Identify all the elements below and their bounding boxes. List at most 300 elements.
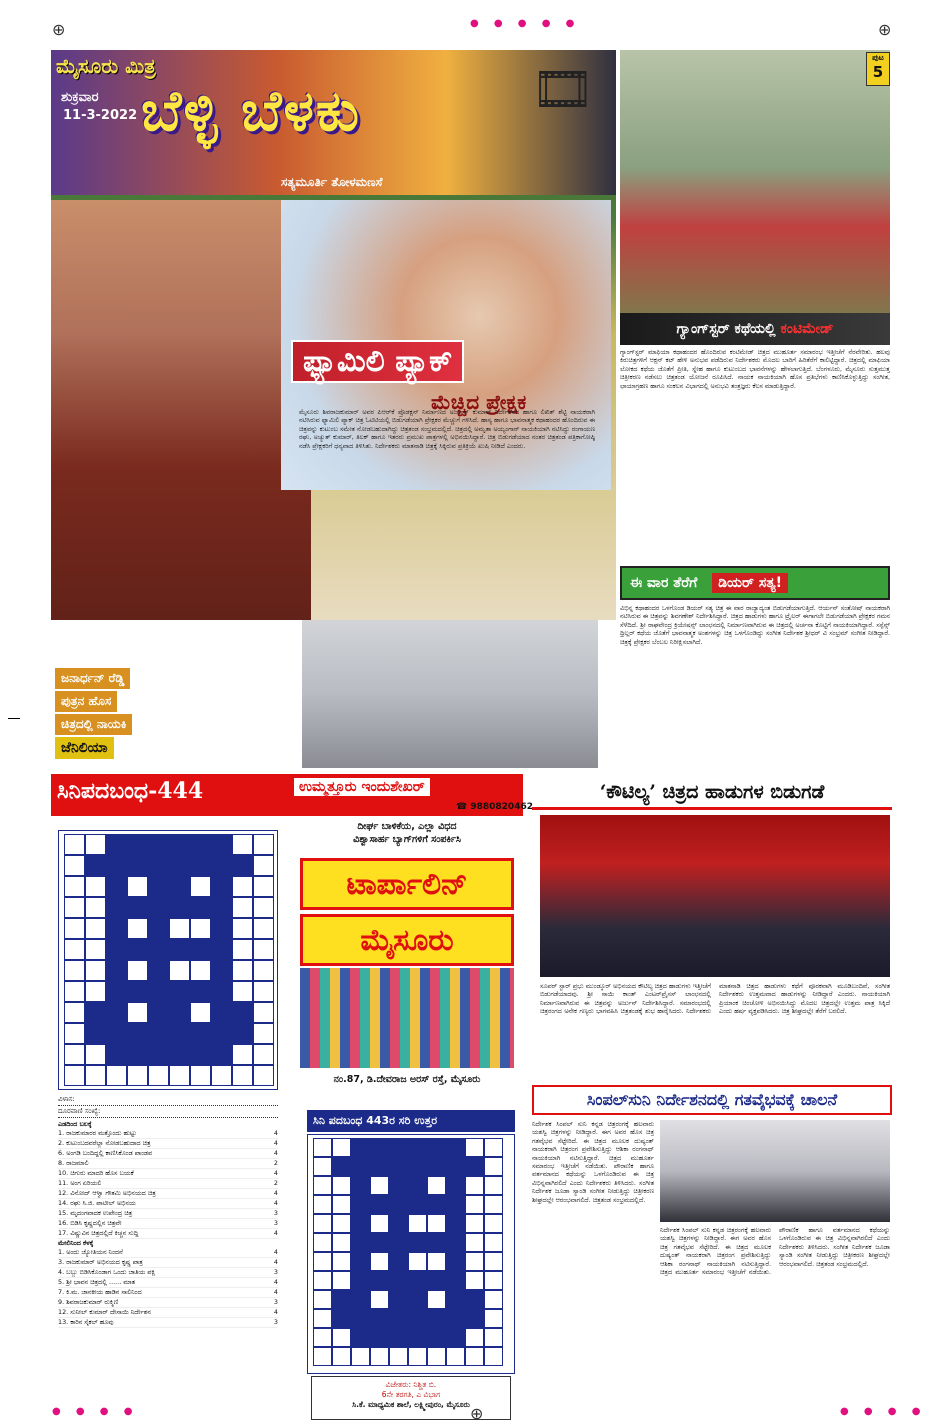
winner-name: ವಿಜೇತರು: ನಿಶ್ಚಿತ ಬಿ.: [385, 1380, 437, 1389]
grid-block: [465, 1157, 484, 1176]
answer-grid: [307, 1134, 515, 1374]
paper-name: ಮೈಸೂರು ಮಿತ್ರ: [56, 54, 156, 78]
grid-cell[interactable]: [313, 1195, 332, 1214]
tarpaulin-ad: [292, 818, 522, 1088]
kantimade-photo: [620, 50, 890, 345]
grid-block: [190, 834, 211, 855]
grid-block: [408, 1195, 427, 1214]
grid-cell[interactable]: [427, 1290, 446, 1309]
grid-block: [332, 1157, 351, 1176]
grid-block: [446, 1233, 465, 1252]
grid-cell[interactable]: [427, 1214, 446, 1233]
lead-subheadline: ಮೆಚ್ಚಿದ ಪ್ರೇಕ್ಷಕ: [431, 390, 527, 414]
crossword-author: ಉಮ್ಮತ್ತೂರು ಇಂದುಶೇಖರ್: [294, 778, 430, 796]
grid-block: [370, 1157, 389, 1176]
grid-block: [169, 1044, 190, 1065]
across-heading: ಎಡದಿಂದ ಬಲಕ್ಕೆ: [58, 1120, 92, 1128]
registration-mark: ⊕: [52, 20, 66, 39]
grid-cell[interactable]: [211, 1065, 232, 1086]
clue-length: 4: [273, 1139, 278, 1147]
grid-cell[interactable]: [64, 1023, 85, 1044]
grid-cell[interactable]: [313, 1176, 332, 1195]
grid-block: [351, 1309, 370, 1328]
grid-block: [211, 897, 232, 918]
clue-row: [58, 1258, 278, 1268]
caption-name: ಜೆನಿಲಿಯಾ: [55, 737, 114, 759]
grid-cell[interactable]: [465, 1252, 484, 1271]
clue-text: 11. ಅಂಗ ಏರಿಯಲಿ: [58, 1179, 102, 1187]
dear-sathya-article-body: ವಿಭಿನ್ನ ಕಥಾಹಂದರ ಒಳಗೊಂಡ ಡಿಯರ್ ಸತ್ಯ ಚಿತ್ರ ಈ ವಾರ ರಾಜ್ಯಾದ್ಯಂತ ಬಿಡುಗಡೆಯಾಗುತ್ತಿದೆ. ಆರ್ಯನ್ ಸಂತೋಷ್ ನಾಯಕರಾಗಿ ನಟಿಸಿರುವ ಈ ಚಿತ್ರವನ್ನು ಶಿವಗಣೇಶ್ ನಿರ್ದೇಶಿಸಿದ್ದಾರೆ. ಚಿತ್ರದ ಹಾಡುಗಳು ಹಾಗೂ ಟ್ರೈಲರ್ ಈಗಾಗಲೇ ಬಿಡುಗಡೆಯಾಗಿ ಪ್ರೇಕ್ಷಕರ ಗಮನ ಸೆಳೆದಿದೆ. ಶ್ರೀ ರಾಘವೇಂದ್ರ ಕ್ರಿಯೇಷನ್ಸ್ ಲಾಂಛನದಲ್ಲಿ ನಿರ್ಮಾಣವಾಗಿರುವ ಈ ಚಿತ್ರದಲ್ಲಿ ಅರ್ಚನಾ ಕೊಟ್ಟಿಗೆ ನಾಯಕಿಯಾಗಿದ್ದಾರೆ. ಸಸ್ಪೆನ್ಸ್ ಥ್ರಿಲ್ಲರ್ ಕಥೆಯ ಜೊತೆಗೆ ಭಾವನಾತ್ಮಕ ಅಂಶಗಳನ್ನು ಚಿತ್ರ ಒಳಗೊಂಡಿದ್ದು ಸಂಗೀತ ನಿರ್ದೇಶಕ ಶ್ರೀಧರ್ ವಿ ಸಂಭ್ರಮ್ ಸಂಗೀತ ನೀಡಿದ್ದಾರೆ. ಚಿತ್ರಕ್ಕೆ ಪ್ರೇಕ್ಷಕರ ಬೆಂಬಲ ನಿರೀಕ್ಷಿಸಲಾಗಿದೆ.: [620, 604, 890, 646]
grid-block: [127, 855, 148, 876]
grid-cell[interactable]: [232, 1044, 253, 1065]
grid-cell[interactable]: [465, 1214, 484, 1233]
grid-cell[interactable]: [313, 1271, 332, 1290]
grid-cell[interactable]: [465, 1328, 484, 1347]
grid-block: [427, 1138, 446, 1157]
clue-row: [58, 1278, 278, 1288]
grid-cell[interactable]: [484, 1347, 503, 1366]
grid-block: [85, 1002, 106, 1023]
grid-block: [190, 1044, 211, 1065]
kautilya-event-photo: [540, 815, 890, 977]
gangster-headline: [620, 313, 890, 345]
grid-cell[interactable]: [370, 1176, 389, 1195]
grid-cell[interactable]: [465, 1347, 484, 1366]
grid-cell[interactable]: [313, 1157, 332, 1176]
clue-text: 2. ಕುಟುಂಬದವರೆಲ್ಲಾ ನೋಡಬಹುದಾದ ಚಿತ್ರ: [58, 1139, 151, 1147]
clue-length: 2: [273, 1159, 278, 1167]
grid-cell[interactable]: [253, 855, 274, 876]
grid-cell[interactable]: [190, 1065, 211, 1086]
clue-length: 4: [273, 1229, 278, 1237]
grid-block: [106, 960, 127, 981]
grid-cell[interactable]: [85, 1065, 106, 1086]
registration-mark: ⊕: [470, 1404, 484, 1423]
grid-block: [148, 897, 169, 918]
kautilya-headline: ‘ಕೌಟಿಲ್ಯ’ ಚಿತ್ರದ ಹಾಡುಗಳ ಬಿಡುಗಡೆ: [532, 774, 892, 810]
clue-length: 3: [273, 1318, 278, 1326]
grid-cell[interactable]: [85, 918, 106, 939]
grid-cell[interactable]: [446, 1347, 465, 1366]
grid-cell[interactable]: [427, 1347, 446, 1366]
grid-cell[interactable]: [253, 897, 274, 918]
grid-cell[interactable]: [127, 1002, 148, 1023]
grid-cell[interactable]: [232, 939, 253, 960]
clue-length: 3: [273, 1298, 278, 1306]
grid-cell[interactable]: [484, 1252, 503, 1271]
grid-cell[interactable]: [169, 918, 190, 939]
grid-cell[interactable]: [484, 1214, 503, 1233]
grid-cell[interactable]: [127, 876, 148, 897]
grid-cell[interactable]: [64, 960, 85, 981]
clue-row: [58, 1149, 278, 1159]
grid-cell[interactable]: [85, 960, 106, 981]
grid-cell[interactable]: [190, 1002, 211, 1023]
page-number-badge: [866, 52, 890, 86]
grid-cell[interactable]: [232, 897, 253, 918]
grid-cell[interactable]: [332, 1214, 351, 1233]
grid-block: [446, 1271, 465, 1290]
grid-block: [106, 1044, 127, 1065]
grid-block: [106, 876, 127, 897]
grid-block: [446, 1195, 465, 1214]
grid-cell[interactable]: [484, 1328, 503, 1347]
grid-cell[interactable]: [332, 1328, 351, 1347]
grid-cell[interactable]: [370, 1214, 389, 1233]
grid-cell[interactable]: [313, 1138, 332, 1157]
grid-block: [127, 939, 148, 960]
grid-block: [211, 918, 232, 939]
grid-cell[interactable]: [484, 1271, 503, 1290]
grid-block: [169, 876, 190, 897]
grid-block: [190, 897, 211, 918]
down-heading: ಮೇಲಿನಿಂದ ಕೆಳಕ್ಕೆ: [58, 1239, 94, 1247]
clue-length: 4: [273, 1199, 278, 1207]
clue-row: [58, 1229, 278, 1239]
grid-cell[interactable]: [484, 1157, 503, 1176]
grid-cell[interactable]: [313, 1309, 332, 1328]
clue-text: 4. ಬಬ್ಬು ಬಿಡಿಸಿಕೊಂಡಾಗ ಒಂದು ಜಾತಿಯ ಪಕ್ಷಿ: [58, 1268, 156, 1276]
grid-block: [106, 918, 127, 939]
grid-block: [446, 1214, 465, 1233]
grid-block: [389, 1328, 408, 1347]
clue-length: 3: [273, 1268, 278, 1276]
grid-block: [408, 1290, 427, 1309]
grid-block: [106, 855, 127, 876]
grid-cell[interactable]: [190, 918, 211, 939]
grid-block: [427, 1195, 446, 1214]
clue-text: 6. ಅಂಗಡಿ ಬಂದಿದ್ದಲ್ಲಿ ಕಾಣಿಸಿಕೊಂಡ ಪಾಂಡವ: [58, 1149, 153, 1157]
grid-block: [351, 1138, 370, 1157]
grid-cell[interactable]: [484, 1176, 503, 1195]
grid-cell[interactable]: [64, 981, 85, 1002]
phone-icon: ☎: [456, 802, 468, 812]
grid-cell[interactable]: [64, 1002, 85, 1023]
clue-row: [58, 1189, 278, 1199]
grid-cell[interactable]: [484, 1195, 503, 1214]
crossword-phone: [456, 802, 533, 812]
grid-block: [332, 1309, 351, 1328]
grid-cell[interactable]: [484, 1138, 503, 1157]
grid-cell[interactable]: [351, 1347, 370, 1366]
grid-block: [370, 1138, 389, 1157]
crossword-clues: [58, 1120, 278, 1328]
grid-cell[interactable]: [370, 1347, 389, 1366]
grid-cell[interactable]: [484, 1309, 503, 1328]
grid-block: [148, 981, 169, 1002]
grid-cell[interactable]: [148, 1065, 169, 1086]
grid-cell[interactable]: [408, 1347, 427, 1366]
grid-block: [351, 1290, 370, 1309]
grid-block: [148, 939, 169, 960]
grid-block: [190, 981, 211, 1002]
crossword-header: [51, 774, 523, 816]
grid-cell[interactable]: [465, 1176, 484, 1195]
grid-block: [408, 1328, 427, 1347]
issue-date: 11-3-2022: [63, 108, 138, 123]
simple-suni-article-body-2: ನಿರ್ದೇಶಕ ಸಿಂಪಲ್ ಸುನಿ ಕನ್ನಡ ಚಿತ್ರರಂಗಕ್ಕೆ ಹಲವಾರು ಯಶಸ್ವಿ ಚಿತ್ರಗಳನ್ನು ನೀಡಿದ್ದಾರೆ. ಈಗ ಅವರ ಹೊಸ ಚಿತ್ರ ಗತವೈಭವ ಸೆಟ್ಟೇರಿದೆ. ಈ ಚಿತ್ರದ ಮೂಲಕ ದುಷ್ಯಂತ್ ನಾಯಕರಾಗಿ ಚಿತ್ರರಂಗ ಪ್ರವೇಶಿಸುತ್ತಿದ್ದು ಆಶಿಕಾ ರಂಗನಾಥ್ ನಾಯಕಿಯಾಗಿ ನಟಿಸುತ್ತಿದ್ದಾರೆ. ಚಿತ್ರದ ಮುಹೂರ್ತ ಸಮಾರಂಭ ಇತ್ತೀಚೆಗೆ ನಡೆಯಿತು. ಪೌರಾಣಿಕ ಹಾಗೂ ವರ್ತಮಾನದ ಕಥೆಯನ್ನು ಒಳಗೊಂಡಿರುವ ಈ ಚಿತ್ರ ವಿಭಿನ್ನವಾಗಿರಲಿದೆ ಎಂದು ನಿರ್ದೇಶಕರು ತಿಳಿಸಿದರು. ಸಂಗೀತ ನಿರ್ದೇಶಕ ಜೂಡಾ ಸ್ಯಾಂಡಿ ಸಂಗೀತ ನೀಡುತ್ತಿದ್ದು ಚಿತ್ರೀಕರಣ ಶೀಘ್ರದಲ್ಲೇ ಆರಂಭವಾಗಲಿದೆ. ಚಿತ್ರತಂಡ ಸಂಭ್ರಮದಲ್ಲಿದೆ.: [660, 1226, 890, 1277]
grid-block: [169, 834, 190, 855]
grid-cell[interactable]: [64, 918, 85, 939]
grid-cell[interactable]: [253, 1044, 274, 1065]
grid-cell[interactable]: [190, 960, 211, 981]
grid-block: [232, 1023, 253, 1044]
grid-block: [148, 918, 169, 939]
grid-cell[interactable]: [427, 1252, 446, 1271]
grid-block: [351, 1252, 370, 1271]
grid-block: [106, 834, 127, 855]
grid-block: [169, 897, 190, 918]
grid-cell[interactable]: [232, 1065, 253, 1086]
caption-line: ಚಿತ್ರದಲ್ಲಿ ನಾಯಕಿ: [55, 714, 132, 735]
clue-text: 15. ಮೃದಂಗವಾದಕ ಉಪೇಂದ್ರ ಚಿತ್ರ: [58, 1209, 133, 1217]
grid-cell[interactable]: [64, 834, 85, 855]
grid-block: [211, 834, 232, 855]
grid-block: [351, 1195, 370, 1214]
clue-row: [58, 1199, 278, 1209]
grid-block: [465, 1290, 484, 1309]
grid-cell[interactable]: [253, 1065, 274, 1086]
grid-block: [351, 1233, 370, 1252]
registration-mark: ⊕: [878, 20, 892, 39]
grid-cell[interactable]: [389, 1347, 408, 1366]
page-label: ಪುಟ: [872, 53, 884, 62]
dear-sathya-headline: [620, 566, 890, 600]
grid-block: [389, 1271, 408, 1290]
grid-block: [446, 1290, 465, 1309]
crossword-title: ಸಿನಿಪದಬಂಧ-444: [57, 778, 204, 804]
grid-cell[interactable]: [427, 1176, 446, 1195]
grid-cell[interactable]: [465, 1233, 484, 1252]
genelia-caption: [55, 668, 215, 761]
grid-block: [446, 1252, 465, 1271]
grid-cell[interactable]: [169, 960, 190, 981]
caption-line: ಜನಾರ್ಧನ್ ರೆಡ್ಡಿ: [55, 668, 130, 689]
simple-suni-article-body: ನಿರ್ದೇಶಕ ಸಿಂಪಲ್ ಸುನಿ ಕನ್ನಡ ಚಿತ್ರರಂಗಕ್ಕೆ ಹಲವಾರು ಯಶಸ್ವಿ ಚಿತ್ರಗಳನ್ನು ನೀಡಿದ್ದಾರೆ. ಈಗ ಅವರ ಹೊಸ ಚಿತ್ರ ಗತವೈಭವ ಸೆಟ್ಟೇರಿದೆ. ಈ ಚಿತ್ರದ ಮೂಲಕ ದುಷ್ಯಂತ್ ನಾಯಕರಾಗಿ ಚಿತ್ರರಂಗ ಪ್ರವೇಶಿಸುತ್ತಿದ್ದು ಆಶಿಕಾ ರಂಗನಾಥ್ ನಾಯಕಿಯಾಗಿ ನಟಿಸುತ್ತಿದ್ದಾರೆ. ಚಿತ್ರದ ಮುಹೂರ್ತ ಸಮಾರಂಭ ಇತ್ತೀಚೆಗೆ ನಡೆಯಿತು. ಪೌರಾಣಿಕ ಹಾಗೂ ವರ್ತಮಾನದ ಕಥೆಯನ್ನು ಒಳಗೊಂಡಿರುವ ಈ ಚಿತ್ರ ವಿಭಿನ್ನವಾಗಿರಲಿದೆ ಎಂದು ನಿರ್ದೇಶಕರು ತಿಳಿಸಿದರು. ಸಂಗೀತ ನಿರ್ದೇಶಕ ಜೂಡಾ ಸ್ಯಾಂಡಿ ಸಂಗೀತ ನೀಡುತ್ತಿದ್ದು ಚಿತ್ರೀಕರಣ ಶೀಘ್ರದಲ್ಲೇ ಆರಂಭವಾಗಲಿದೆ. ಚಿತ್ರತಂಡ ಸಂಭ್ರಮದಲ್ಲಿದೆ.: [532, 1120, 654, 1204]
grid-cell[interactable]: [232, 981, 253, 1002]
grid-cell[interactable]: [253, 960, 274, 981]
grid-cell[interactable]: [64, 897, 85, 918]
clue-length: 3: [273, 1209, 278, 1217]
grid-cell[interactable]: [232, 876, 253, 897]
grid-cell[interactable]: [232, 918, 253, 939]
clue-text: 1. ರಾಜಕುಮಾರರ ಮತ್ತೊಂದು ಹುಟ್ಟು: [58, 1129, 137, 1137]
grid-cell[interactable]: [313, 1347, 332, 1366]
grid-cell[interactable]: [64, 1065, 85, 1086]
grid-cell[interactable]: [253, 1023, 274, 1044]
grid-block: [427, 1328, 446, 1347]
grid-block: [408, 1138, 427, 1157]
clue-row: [58, 1129, 278, 1139]
grid-cell[interactable]: [253, 918, 274, 939]
grid-block: [351, 1271, 370, 1290]
grid-cell[interactable]: [370, 1290, 389, 1309]
grid-block: [106, 939, 127, 960]
dear-title: ಡಿಯರ್ ಸತ್ಯ!: [712, 573, 788, 593]
clue-text: 13. ಕಾರಿನ ಸೈಕಲ್ ಹೂವು: [58, 1318, 114, 1326]
grid-cell[interactable]: [332, 1347, 351, 1366]
issue-day: ಶುಕ್ರವಾರ: [61, 90, 99, 105]
grid-cell[interactable]: [332, 1195, 351, 1214]
clue-text: 5. ಶ್ರೀ ಭಾವನ ಚಿತ್ರದಲ್ಲಿ ...... ಮಾತ: [58, 1278, 135, 1286]
phone-line[interactable]: ದೂರವಾಣಿ ಸಂಖ್ಯೆ:: [58, 1106, 278, 1118]
grid-block: [370, 1271, 389, 1290]
grid-block: [446, 1157, 465, 1176]
grid-cell[interactable]: [253, 939, 274, 960]
grid-block: [389, 1233, 408, 1252]
grid-cell[interactable]: [85, 876, 106, 897]
clue-length: 4: [273, 1258, 278, 1266]
grid-cell[interactable]: [253, 981, 274, 1002]
grid-block: [232, 1002, 253, 1023]
masthead: [51, 50, 616, 195]
grid-block: [190, 855, 211, 876]
clue-text: 9. ಶಿವರಾಜಕುಮಾರ್ ರುಕ್ಮಿಣಿ: [58, 1298, 119, 1306]
grid-cell[interactable]: [106, 1065, 127, 1086]
grid-cell[interactable]: [232, 834, 253, 855]
grid-block: [370, 1195, 389, 1214]
grid-block: [232, 855, 253, 876]
grid-block: [351, 1328, 370, 1347]
grid-cell[interactable]: [313, 1328, 332, 1347]
lead-headline: ಫ್ಯಾಮಿಲಿ ಪ್ಯಾಕ್: [291, 340, 464, 383]
grid-cell[interactable]: [313, 1214, 332, 1233]
grid-block: [148, 960, 169, 981]
winner-school: ಸಿ.ಕೆ. ಮಾಧ್ಯಮಿಕ ಶಾಲೆ, ಲಕ್ಷ್ಮೀಪುರಂ, ಮೈಸೂರು: [352, 1400, 470, 1409]
grid-block: [389, 1138, 408, 1157]
ad-bags-photo: [300, 968, 514, 1068]
clue-text: 3. ರಾಜಕುಮಾರ್ ಅಭಿನಯದ ಕೃಷ್ಣ ಪಾತ್ರ: [58, 1258, 143, 1266]
grid-cell[interactable]: [313, 1290, 332, 1309]
clue-text: 1. ಅಂದು ಜ್ಯೋತಿಯನ ನಿಂದನೆ: [58, 1248, 123, 1256]
grid-cell[interactable]: [85, 939, 106, 960]
grid-block: [408, 1233, 427, 1252]
family-pack-event-photo: [302, 620, 598, 768]
grid-block: [351, 1157, 370, 1176]
clue-length: 4: [273, 1288, 278, 1296]
grid-block: [370, 1328, 389, 1347]
grid-cell[interactable]: [64, 939, 85, 960]
grid-cell[interactable]: [64, 876, 85, 897]
grid-cell[interactable]: [232, 960, 253, 981]
grid-cell[interactable]: [484, 1290, 503, 1309]
grid-block: [106, 981, 127, 1002]
grid-block: [85, 1023, 106, 1044]
winner-class: 6ನೇ ತರಗತಿ, ಎ ವಿಭಾಗ: [381, 1390, 441, 1399]
clue-text: 16. ಬಿಡಿಸಿ ಕೃಷ್ಣದಲ್ಲಿನ ಚಿತ್ರವೇ: [58, 1219, 122, 1227]
grid-cell[interactable]: [85, 834, 106, 855]
ad-sign-2: ಮೈಸೂರು: [300, 914, 514, 966]
grid-cell[interactable]: [465, 1195, 484, 1214]
grid-block: [389, 1195, 408, 1214]
grid-cell[interactable]: [190, 876, 211, 897]
grid-cell[interactable]: [64, 855, 85, 876]
ad-line-1: ದೀರ್ಘ ಬಾಳಿಕೆಯ, ಎಲ್ಲಾ ವಿಧದ: [357, 821, 457, 832]
clue-length: 4: [273, 1308, 278, 1316]
grid-block: [148, 834, 169, 855]
grid-block: [190, 939, 211, 960]
grid-cell[interactable]: [253, 876, 274, 897]
clue-text: 17. ವಿಷ್ಣುವಿನ ಚಿತ್ರದಲ್ಲಿದೆ ಕಿಚ್ಚನ ಸುದ್ದಿ: [58, 1229, 139, 1237]
grid-cell[interactable]: [465, 1138, 484, 1157]
grid-cell[interactable]: [64, 1044, 85, 1065]
gangster-headline-a: ಗ್ಯಾಂಗ್‌ಸ್ಟರ್ ಕಥೆಯಲ್ಲಿ: [676, 321, 776, 337]
ad-address: ನಂ.87, ಡಿ.ದೇವರಾಜ ಅರಸ್ ರಸ್ತೆ, ಮೈಸೂರು: [333, 1074, 481, 1085]
grid-block: [211, 876, 232, 897]
grid-block: [127, 897, 148, 918]
clue-length: 4: [273, 1248, 278, 1256]
grid-block: [351, 1214, 370, 1233]
color-bar: ● ● ● ● ●: [470, 18, 581, 29]
grid-block: [169, 1002, 190, 1023]
grid-cell[interactable]: [332, 1252, 351, 1271]
grid-cell[interactable]: [313, 1252, 332, 1271]
grid-cell[interactable]: [127, 1065, 148, 1086]
clue-text: 10. ಚಿಗುರು ಮಾದರಿ ಹೊಸ ಬಯಕೆ: [58, 1169, 134, 1177]
grid-block: [446, 1328, 465, 1347]
grid-cell[interactable]: [332, 1271, 351, 1290]
lead-article-body: ಮೈಸೂರು ಶಿವರಾಜಕುಮಾರ್ ಅವರ ಪಿಆರ್‌ಕೆ ಪ್ರೊಡಕ್ಷನ್ ನಿರ್ಮಾಣದ ಅರ್ಜುನ್ ಕುಮಾರ್ ನಿರ್ದೇಶನದ ಹಾಗೂ ಲಿಖಿತ್ ಶೆಟ್ಟಿ ನಾಯಕರಾಗಿ ನಟಿಸಿರುವ ಫ್ಯಾಮಿಲಿ ಪ್ಯಾಕ್ ಚಿತ್ರ ಓಟಿಟಿಯಲ್ಲಿ ಬಿಡುಗಡೆಯಾಗಿ ಪ್ರೇಕ್ಷಕರ ಮೆಚ್ಚುಗೆ ಗಳಿಸಿದೆ. ಹಾಸ್ಯ ಹಾಗೂ ಭಾವನಾತ್ಮಕ ಕಥಾಹಂದರ ಹೊಂದಿರುವ ಈ ಚಿತ್ರವನ್ನು ಕುಟುಂಬ ಸಮೇತ ನೋಡಬಹುದಾಗಿದ್ದು ಚಿತ್ರತಂಡ ಸಂಭ್ರಮದಲ್ಲಿದೆ. ಚಿತ್ರದಲ್ಲಿ ಅಮೃತಾ ಅಯ್ಯಂಗಾರ್ ನಾಯಕಿಯಾಗಿ ನಟಿಸಿದ್ದು ರಂಗಾಯಣ ರಘು, ಅಚ್ಯುತ್ ಕುಮಾರ್, ತಿಲಕ್ ಹಾಗೂ ಇತರರು ಪ್ರಮುಖ ಪಾತ್ರಗಳಲ್ಲಿ ಅಭಿನಯಿಸಿದ್ದಾರೆ. ಚಿತ್ರ ಬಿಡುಗಡೆಯಾದ ನಂತರ ಚಿತ್ರತಂಡ ಪತ್ರಿಕಾಗೋಷ್ಠಿ ನಡೆಸಿ ಪ್ರೇಕ್ಷಕರಿಗೆ ಧನ್ಯವಾದ ತಿಳಿಸಿತು. ನಿರ್ದೇಶಕರು ಮಾತನಾಡಿ ಚಿತ್ರಕ್ಕೆ ಸಿಕ್ಕಿರುವ ಪ್ರತಿಕ್ರಿಯೆ ಖುಷಿ ನೀಡಿದೆ ಎಂದರು.: [299, 408, 595, 450]
clue-row: [58, 1139, 278, 1149]
grid-cell[interactable]: [85, 897, 106, 918]
clue-length: 4: [273, 1169, 278, 1177]
grid-block: [446, 1176, 465, 1195]
clue-text: 7. ಕಿ.ಮ. ಜಾನಕೀಯ ಹಾಡಿನ ಸಾಲಿನಿಂದ: [58, 1288, 142, 1296]
clue-row: [58, 1298, 278, 1308]
grid-cell[interactable]: [127, 918, 148, 939]
grid-block: [148, 876, 169, 897]
grid-cell[interactable]: [85, 1044, 106, 1065]
grid-cell[interactable]: [370, 1252, 389, 1271]
clue-row: [58, 1159, 278, 1169]
grid-block: [211, 1023, 232, 1044]
grid-cell[interactable]: [408, 1214, 427, 1233]
grid-block: [127, 1044, 148, 1065]
grid-block: [427, 1157, 446, 1176]
grid-cell[interactable]: [332, 1138, 351, 1157]
clue-text: 12. ಸುನೀಲ್ ಕುಮಾರ್ ದೇಸಾಯಿ ನಿರ್ದೇಶನ: [58, 1308, 151, 1316]
grid-block: [427, 1271, 446, 1290]
clue-length: 4: [273, 1189, 278, 1197]
grid-block: [211, 960, 232, 981]
clue-row: [58, 1288, 278, 1298]
color-bar: ● ● ● ●: [840, 1406, 927, 1417]
clue-row: [58, 1248, 278, 1258]
grid-block: [148, 1023, 169, 1044]
grid-cell[interactable]: [408, 1252, 427, 1271]
grid-block: [389, 1252, 408, 1271]
grid-block: [389, 1309, 408, 1328]
grid-block: [85, 855, 106, 876]
grid-cell[interactable]: [332, 1233, 351, 1252]
grid-cell[interactable]: [465, 1271, 484, 1290]
address-line[interactable]: ವಿಳಾಸ:: [58, 1094, 278, 1106]
grid-cell[interactable]: [484, 1233, 503, 1252]
grid-cell[interactable]: [127, 960, 148, 981]
grid-cell[interactable]: [169, 1065, 190, 1086]
ad-line-2: ವಿಶ್ವಾಸಾರ್ಹ ಬ್ಯಾಗ್‌ಗಳಿಗೆ ಸಂಪರ್ಕಿಸಿ: [353, 834, 461, 845]
grid-cell[interactable]: [332, 1176, 351, 1195]
grid-cell[interactable]: [253, 1002, 274, 1023]
page-number: 5: [872, 63, 884, 81]
genelia-photo: [51, 200, 311, 620]
clue-row: [58, 1169, 278, 1179]
grid-block: [408, 1271, 427, 1290]
clue-row: [58, 1179, 278, 1189]
grid-cell[interactable]: [85, 981, 106, 1002]
grid-cell[interactable]: [313, 1233, 332, 1252]
grid-cell[interactable]: [253, 834, 274, 855]
